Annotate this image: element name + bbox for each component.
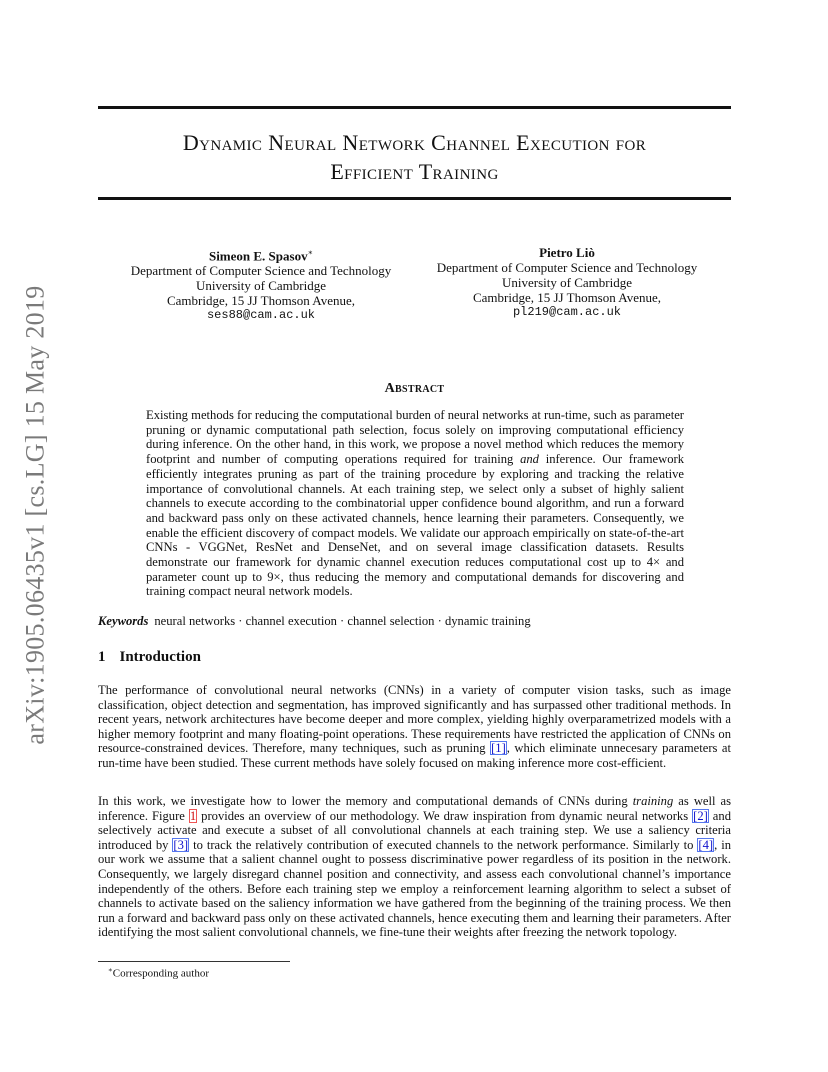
author-name: Simeon E. Spasov∗ [208, 248, 314, 264]
abstract-text: Existing methods for reducing the computational burden of neural networks at run-time, such as parameter pruning or dynamic computational path selection, focus solely on improving computational efficiency during inference. On the other hand, in this work, we propose a novel method which reduces the memory footprint and number of computing operations required for training and inference. Our framework efficiently integrates pruning as part of the training procedure by exploring and tracking the relative importance of convolutional channels. At each training step, we select only a subset of highly salient channels to execute according to the combinatorial upper confidence bound algorithm, and run a forward and backward pass only on these activated channels, hence learning their parameters. Consequently, we enable the efficient discovery of compact models. We validate our approach empirically on state-of-the-art CNNs - VGGNet, ResNet and DenseNet, and on several image classification datasets. Results demonstrate our framework for dynamic channel execution reduces computational cost up to 4× and parameter count up to 9×, thus reducing the memory and computational demands for discovering and training compact neural network models. [146, 408, 685, 599]
author-block-2 [417, 245, 717, 320]
arxiv-identifier [20, 270, 52, 760]
author-footnote-marker: ∗ [307, 248, 314, 257]
section-title: Introduction [119, 649, 201, 665]
author-department: Department of Computer Science and Technology [130, 263, 392, 279]
footnote-text: Corresponding author [112, 967, 209, 980]
paper-title-line-1: Dynamic Neural Network Channel Execution for [182, 130, 647, 155]
figure-ref-link-1[interactable]: 1 [189, 808, 197, 823]
citation-link-2[interactable]: [2] [693, 808, 708, 823]
intro-paragraph-2: In this work, we investigate how to lower the memory and computational demands of CNNs during training as well as inference. Figure 1 provides an overview of our methodology. We draw inspiration from dynamic neural networks [2] and selectively activate and execute a subset of all convolutional channels at each training step. We use a saliency criteria introduced by [3] to track the relatively contribution of executed channels to the network performance. Similarly to [4], in our work we assume that a salient channel ought to possess discriminative power regardless of its position in the network. Consequently, we largely disregard channel position and connectivity, and assess each convolutional channel’s importance independently of the others. Before each training step we employ a reinforcement learning algorithm to select a subset of channels to activate based on the saliency information we have gathered from the beginning of the training process. We then run a forward and backward pass only on these activated channels, hence executing them and learning their parameters. After identifying the most salient convolutional channels, we fine-tune their weights after freezing the network topology. [98, 794, 732, 940]
author-email: ses88@cam.ac.uk [206, 308, 316, 323]
keywords-list: neural networks · channel execution · channel selection · dynamic training [154, 614, 531, 628]
keywords-label: Keywords [98, 614, 149, 628]
author-department: Department of Computer Science and Technology [436, 260, 698, 275]
title-rule-top [98, 106, 731, 109]
abstract-heading: Abstract [384, 381, 445, 396]
citation-link-3[interactable]: [3] [173, 837, 189, 852]
keywords-line [98, 614, 731, 629]
author-university: University of Cambridge [502, 275, 632, 290]
footnote-marker: ∗ [108, 966, 113, 974]
citation-link-4[interactable]: [4] [698, 837, 714, 852]
footnote-rule [98, 961, 290, 962]
author-university: University of Cambridge [196, 278, 326, 294]
paper-title [98, 128, 731, 186]
training-emphasis: training [632, 794, 674, 808]
citation-link-1[interactable]: [1] [491, 741, 506, 756]
paper-title-line-2: Efficient Training [330, 159, 499, 184]
section-number: 1 [98, 649, 106, 665]
author-block-1 [111, 245, 411, 323]
author-name: Pietro Liò [539, 245, 595, 260]
author-address: Cambridge, 15 JJ Thomson Avenue, [472, 290, 661, 305]
author-address: Cambridge, 15 JJ Thomson Avenue, [166, 293, 355, 309]
arxiv-identifier-text: arXiv:1905.06435v1 [cs.LG] 15 May 2019 [21, 285, 50, 745]
section-heading-introduction [98, 649, 201, 666]
footnote [108, 964, 209, 981]
abstract-emphasis: and [520, 452, 539, 467]
title-rule-bottom [98, 197, 731, 200]
author-email: pl219@cam.ac.uk [512, 305, 622, 319]
intro-paragraph-1: The performance of convolutional neural networks (CNNs) in a variety of computer vision tasks, such as image classification, object detection and segmentation, has improved significantly and has surpassed other traditional methods. In recent years, network architectures have become deeper and more complex, yielding highly overparametrized models with a higher memory footprint and many floating-point operations. These requirements have restricted the application of CNNs on resource-constrained devices. Therefore, many techniques, such as pruning [1], which eliminate unnecesary parameters at run-time have been studied. These current methods have solely focused on making inference more cost-efficient. [98, 683, 731, 770]
